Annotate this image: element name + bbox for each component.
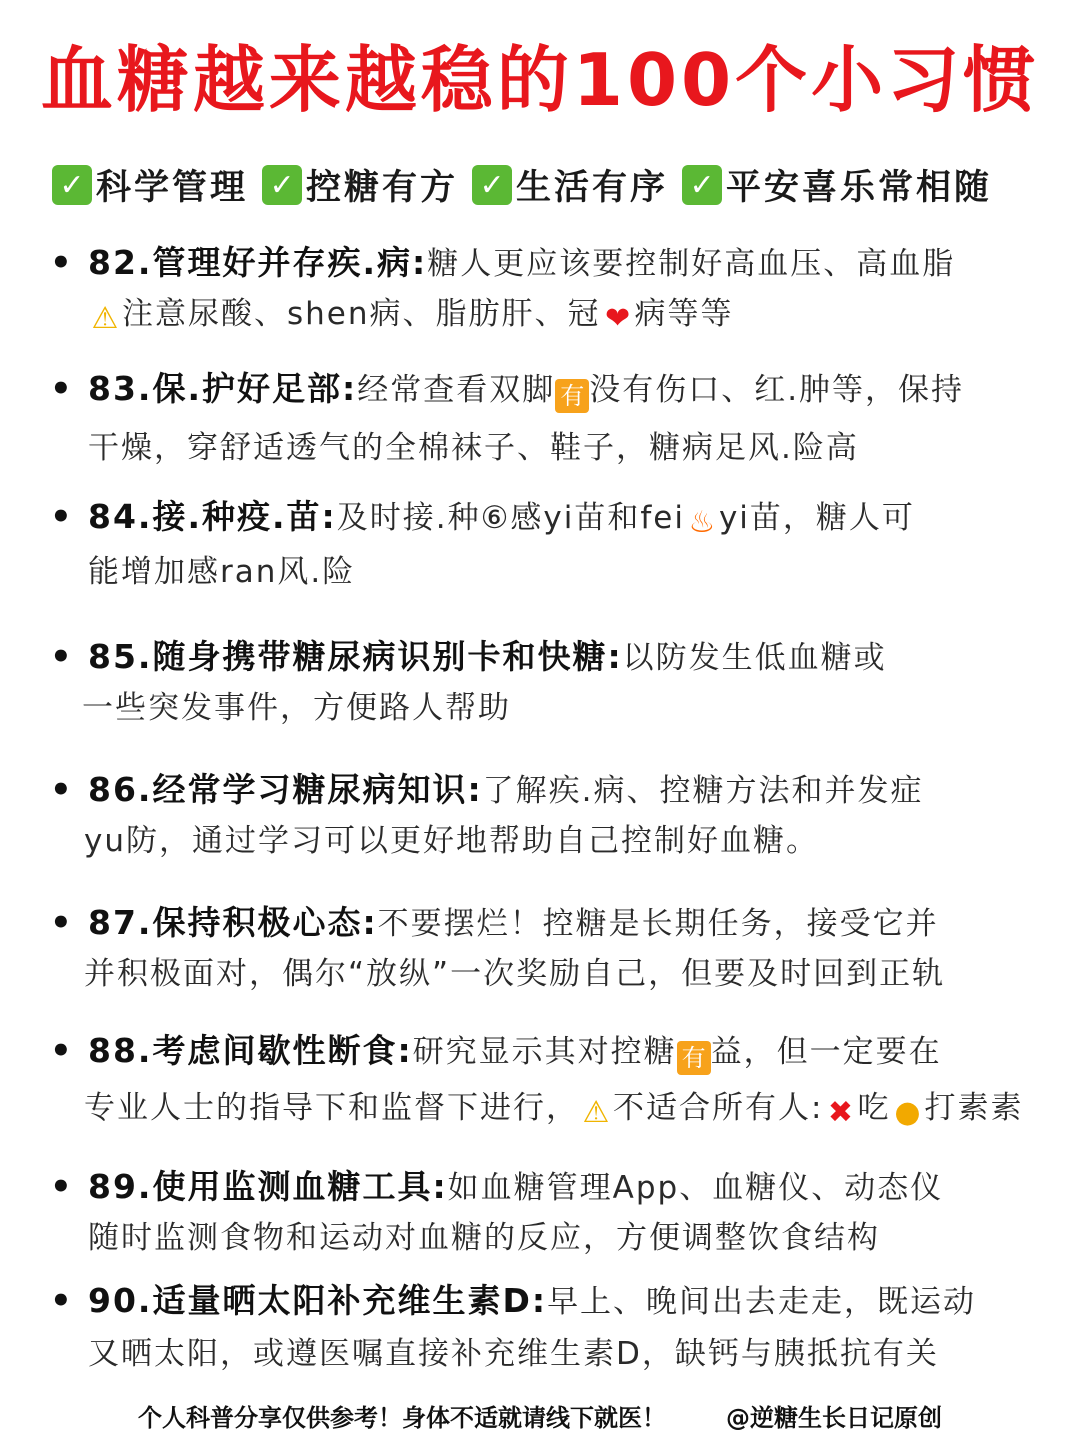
- page-title: 血糖越来越稳的100个小习惯: [40, 38, 1040, 122]
- tag-label: 生活有序: [516, 168, 669, 208]
- list-item: [50, 765, 1060, 866]
- item-text: 吃: [857, 1090, 891, 1126]
- author-credit: @逆糖生长日记原创: [726, 1404, 942, 1432]
- list-item: [50, 898, 1060, 999]
- item-heading: 87.保持积极心态:: [88, 903, 378, 942]
- list-item: [50, 632, 1060, 733]
- item-text: 以防发生低血糖或: [622, 640, 887, 676]
- item-text: 没有伤口、红.肿等，保持: [589, 372, 965, 408]
- warning-icon: ⚠: [91, 301, 119, 336]
- item-text: 如血糖管理App、血糖仪、动态仪: [447, 1170, 944, 1206]
- item-text: 研究显示其对控糖: [412, 1034, 677, 1070]
- item-text: 能增加感ran风.险: [88, 554, 356, 590]
- item-heading: 90.适量晒太阳补充维生素D:: [88, 1281, 548, 1320]
- item-heading: 86.经常学习糖尿病知识:: [88, 770, 483, 809]
- item-text: 了解疾.病、控糖方法和并发症: [482, 773, 924, 809]
- you-badge-icon: 有: [555, 379, 589, 413]
- tag-label: 平安喜乐常相随: [726, 168, 993, 208]
- check-box-icon: ✓: [472, 165, 512, 205]
- list-item: [50, 1162, 1060, 1263]
- item-text: yi苗，糖人可: [718, 500, 915, 536]
- item-text: 早上、晚间出去走走，既运动: [547, 1284, 977, 1320]
- bullet-icon: •: [50, 903, 74, 943]
- bullet-icon: •: [50, 369, 74, 409]
- tag-3: [472, 160, 668, 210]
- item-text: 不要摆烂！控糖是长期任务，接受它并: [377, 906, 939, 942]
- item-text: 干燥，穿舒适透气的全棉袜子、鞋子，糖病足风.险高: [88, 430, 859, 466]
- tag-2: [262, 160, 458, 210]
- check-box-icon: ✓: [52, 165, 92, 205]
- item-text: 经常查看双脚: [357, 372, 556, 408]
- bullet-icon: •: [50, 770, 74, 810]
- item-text: 及时接.种⑥感yi苗和fei: [336, 500, 685, 536]
- list-item: [50, 1026, 1060, 1133]
- tag-label: 科学管理: [96, 168, 249, 208]
- pill-icon: ●: [894, 1095, 921, 1130]
- item-text: 并积极面对，偶尔“放纵”一次奖励自己，但要及时回到正轨: [84, 956, 946, 992]
- item-text: 随时监测食物和运动对血糖的反应，方便调整饮食结构: [88, 1220, 880, 1256]
- tag-row: [52, 160, 992, 210]
- footer: [0, 1398, 1080, 1433]
- item-text: 注意尿酸、shen病、脂肪肝、冠: [122, 296, 601, 332]
- bullet-icon: •: [50, 497, 74, 537]
- you-badge-icon: 有: [677, 1041, 711, 1075]
- list-item: [50, 238, 1060, 339]
- bullet-icon: •: [50, 1167, 74, 1207]
- tag-4: [682, 160, 992, 210]
- item-heading: 89.使用监测血糖工具:: [88, 1167, 448, 1206]
- check-box-icon: ✓: [262, 165, 302, 205]
- item-heading: 83.保.护好足部:: [88, 369, 358, 408]
- item-text: 不适合所有人:: [613, 1090, 824, 1126]
- item-text: 一些突发事件，方便路人帮助: [82, 690, 511, 726]
- bullet-icon: •: [50, 1281, 74, 1321]
- item-heading: 88.考虑间歇性断食:: [88, 1031, 413, 1070]
- list-item: [50, 364, 1060, 473]
- red-cross-icon: ✖: [827, 1095, 854, 1130]
- check-box-icon: ✓: [682, 165, 722, 205]
- item-text: 又晒太阳，或遵医嘱直接补充维生素D，缺钙与胰抵抗有关: [88, 1336, 939, 1372]
- item-text: 专业人士的指导下和监督下进行，: [84, 1090, 579, 1126]
- item-heading: 82.管理好并存疾.病:: [88, 243, 428, 282]
- item-text: 打素素: [924, 1090, 1024, 1126]
- disclaimer-text: 个人科普分享仅供参考！身体不适就请线下就医！: [138, 1404, 666, 1432]
- bullet-icon: •: [50, 1031, 74, 1071]
- red-heart-icon: ❤: [604, 301, 631, 336]
- fire-icon: ♨: [688, 505, 716, 540]
- list-item: [50, 492, 1060, 597]
- bullet-icon: •: [50, 637, 74, 677]
- warning-icon: ⚠: [582, 1095, 610, 1130]
- bullet-icon: •: [50, 243, 74, 283]
- item-text: 糖人更应该要控制好高血压、高血脂: [427, 246, 956, 282]
- item-text: 益，但一定要在: [710, 1034, 942, 1070]
- item-heading: 84.接.种疫.苗:: [88, 497, 337, 536]
- tag-label: 控糖有方: [306, 168, 459, 208]
- item-text: yu防，通过学习可以更好地帮助自己控制好血糖。: [84, 823, 819, 859]
- tag-1: [52, 160, 248, 210]
- list-item: [50, 1276, 1060, 1379]
- item-text: 病等等: [634, 296, 734, 332]
- item-heading: 85.随身携带糖尿病识别卡和快糖:: [88, 637, 623, 676]
